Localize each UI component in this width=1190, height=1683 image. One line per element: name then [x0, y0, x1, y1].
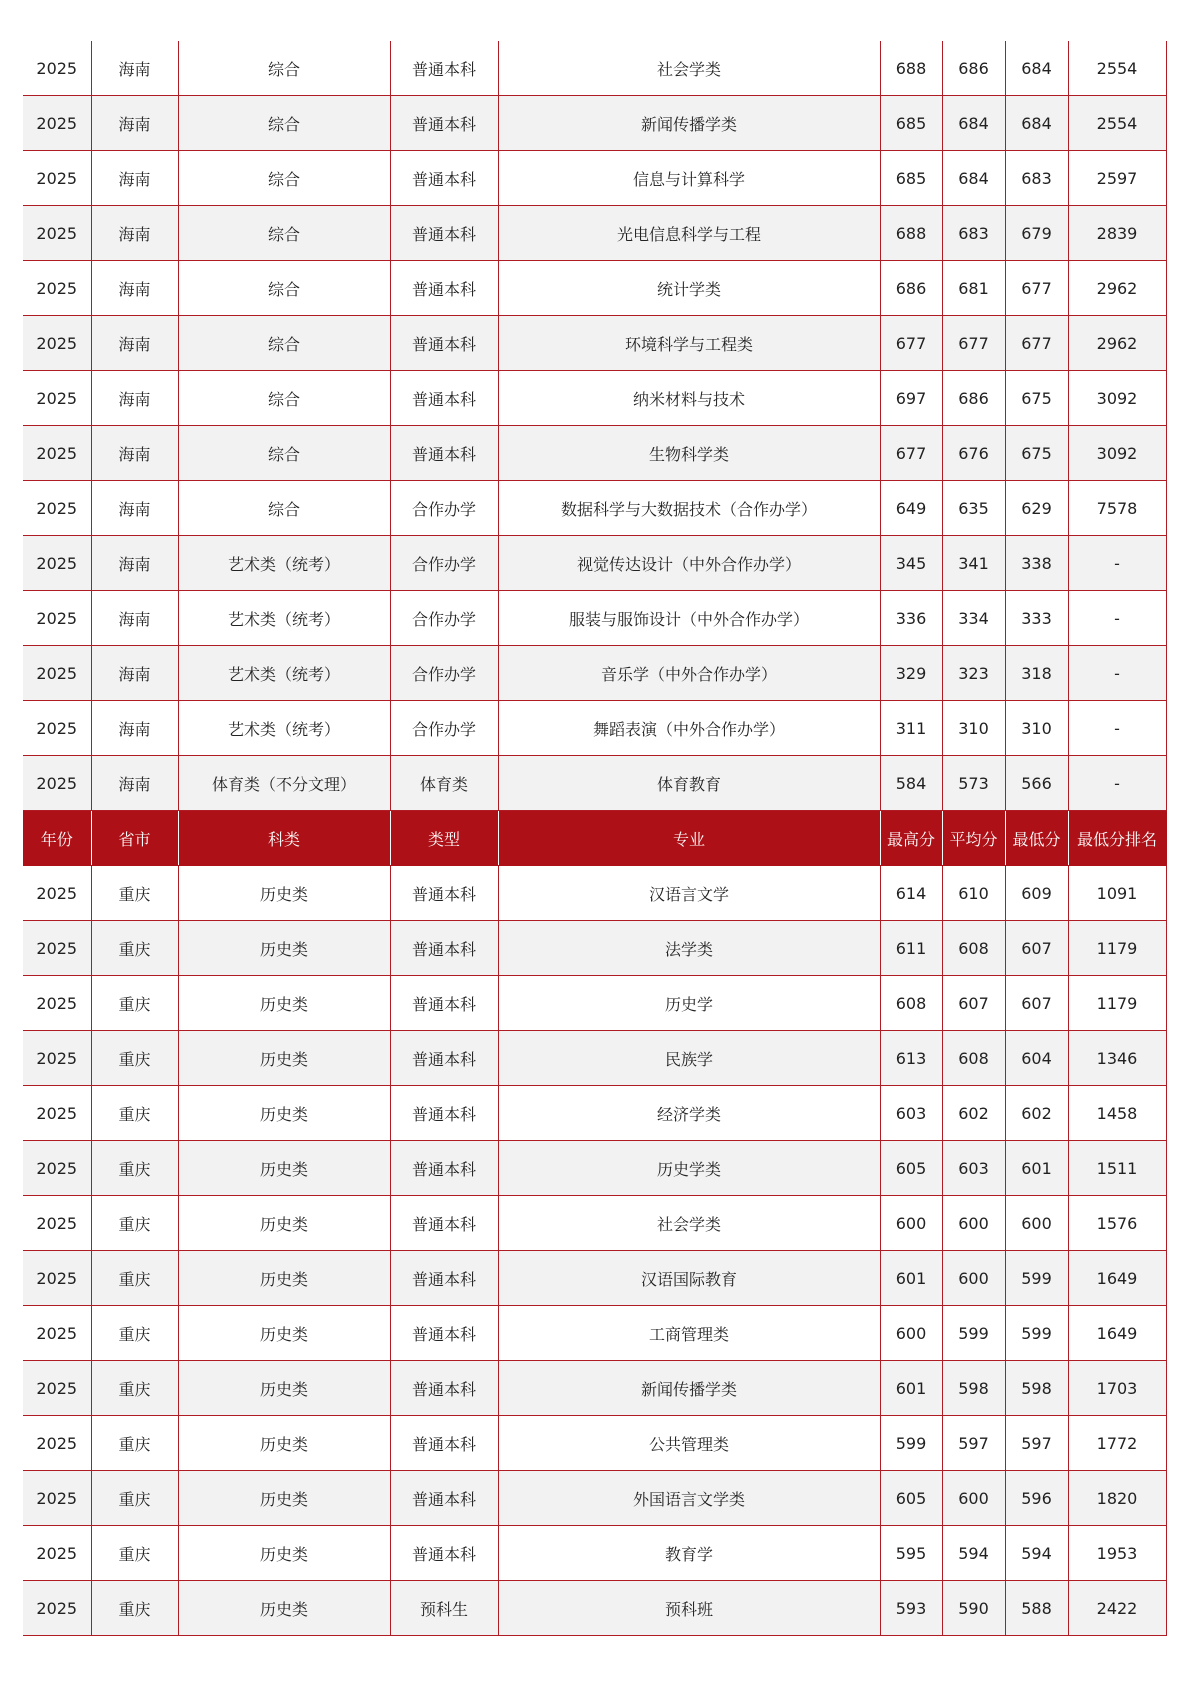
column-header: 平均分	[942, 811, 1005, 866]
year-cell: 2025	[23, 866, 91, 921]
program-type-cell: 普通本科	[390, 206, 498, 261]
min-rank-cell: -	[1068, 591, 1166, 646]
year-cell: 2025	[23, 1361, 91, 1416]
max-score-cell: 603	[880, 1086, 942, 1141]
min-rank-cell: 1576	[1068, 1196, 1166, 1251]
column-header: 最低分排名	[1068, 811, 1166, 866]
year-cell: 2025	[23, 1306, 91, 1361]
program-type-cell: 合作办学	[390, 646, 498, 701]
min-rank-cell: 1953	[1068, 1526, 1166, 1581]
program-type-cell: 普通本科	[390, 1471, 498, 1526]
max-score-cell: 686	[880, 261, 942, 316]
min-score-cell: 629	[1005, 481, 1068, 536]
min-rank-cell: 2554	[1068, 41, 1166, 96]
program-type-cell: 普通本科	[390, 151, 498, 206]
major-cell: 工商管理类	[498, 1306, 880, 1361]
table-header-row	[23, 811, 1166, 866]
table-row	[23, 1581, 1166, 1636]
min-rank-cell: 1091	[1068, 866, 1166, 921]
table-row	[23, 316, 1166, 371]
subject-category-cell: 历史类	[178, 1196, 390, 1251]
avg-score-cell: 599	[942, 1306, 1005, 1361]
major-cell: 信息与计算科学	[498, 151, 880, 206]
max-score-cell: 614	[880, 866, 942, 921]
year-cell: 2025	[23, 41, 91, 96]
province-cell: 海南	[91, 701, 178, 756]
table-row	[23, 41, 1166, 96]
max-score-cell: 613	[880, 1031, 942, 1086]
table-row	[23, 756, 1166, 811]
min-rank-cell: 2962	[1068, 261, 1166, 316]
min-score-cell: 683	[1005, 151, 1068, 206]
major-cell: 纳米材料与技术	[498, 371, 880, 426]
min-score-cell: 338	[1005, 536, 1068, 591]
max-score-cell: 649	[880, 481, 942, 536]
province-cell: 重庆	[91, 1471, 178, 1526]
table-row	[23, 976, 1166, 1031]
min-rank-cell: 2962	[1068, 316, 1166, 371]
min-rank-cell: 3092	[1068, 426, 1166, 481]
major-cell: 舞蹈表演（中外合作办学）	[498, 701, 880, 756]
table-row	[23, 206, 1166, 261]
min-rank-cell: 2554	[1068, 96, 1166, 151]
min-score-cell: 598	[1005, 1361, 1068, 1416]
province-cell: 重庆	[91, 1086, 178, 1141]
subject-category-cell: 历史类	[178, 1031, 390, 1086]
max-score-cell: 584	[880, 756, 942, 811]
avg-score-cell: 681	[942, 261, 1005, 316]
program-type-cell: 合作办学	[390, 536, 498, 591]
min-score-cell: 588	[1005, 1581, 1068, 1636]
major-cell: 经济学类	[498, 1086, 880, 1141]
year-cell: 2025	[23, 1251, 91, 1306]
min-rank-cell: 1649	[1068, 1306, 1166, 1361]
year-cell: 2025	[23, 261, 91, 316]
avg-score-cell: 608	[942, 1031, 1005, 1086]
year-cell: 2025	[23, 701, 91, 756]
program-type-cell: 普通本科	[390, 261, 498, 316]
avg-score-cell: 598	[942, 1361, 1005, 1416]
year-cell: 2025	[23, 591, 91, 646]
min-score-cell: 607	[1005, 976, 1068, 1031]
min-rank-cell: -	[1068, 701, 1166, 756]
max-score-cell: 601	[880, 1361, 942, 1416]
avg-score-cell: 334	[942, 591, 1005, 646]
table-row	[23, 1306, 1166, 1361]
min-rank-cell: 1346	[1068, 1031, 1166, 1086]
program-type-cell: 合作办学	[390, 701, 498, 756]
min-score-cell: 318	[1005, 646, 1068, 701]
subject-category-cell: 综合	[178, 481, 390, 536]
avg-score-cell: 686	[942, 41, 1005, 96]
table-row	[23, 261, 1166, 316]
table-row	[23, 1141, 1166, 1196]
major-cell: 汉语国际教育	[498, 1251, 880, 1306]
subject-category-cell: 历史类	[178, 1416, 390, 1471]
province-cell: 海南	[91, 206, 178, 261]
program-type-cell: 合作办学	[390, 481, 498, 536]
year-cell: 2025	[23, 151, 91, 206]
major-cell: 公共管理类	[498, 1416, 880, 1471]
subject-category-cell: 历史类	[178, 976, 390, 1031]
province-cell: 重庆	[91, 1251, 178, 1306]
min-rank-cell: 1703	[1068, 1361, 1166, 1416]
min-score-cell: 310	[1005, 701, 1068, 756]
province-cell: 重庆	[91, 1416, 178, 1471]
major-cell: 新闻传播学类	[498, 96, 880, 151]
max-score-cell: 595	[880, 1526, 942, 1581]
avg-score-cell: 323	[942, 646, 1005, 701]
subject-category-cell: 综合	[178, 316, 390, 371]
program-type-cell: 普通本科	[390, 1086, 498, 1141]
province-cell: 重庆	[91, 1526, 178, 1581]
min-rank-cell: -	[1068, 646, 1166, 701]
table-row	[23, 1086, 1166, 1141]
subject-category-cell: 艺术类（统考）	[178, 701, 390, 756]
table-row	[23, 536, 1166, 591]
program-type-cell: 普通本科	[390, 316, 498, 371]
table-row	[23, 1526, 1166, 1581]
min-score-cell: 599	[1005, 1306, 1068, 1361]
major-cell: 统计学类	[498, 261, 880, 316]
avg-score-cell: 590	[942, 1581, 1005, 1636]
admission-scores-table	[23, 41, 1167, 1636]
province-cell: 重庆	[91, 1196, 178, 1251]
min-rank-cell: 2839	[1068, 206, 1166, 261]
max-score-cell: 311	[880, 701, 942, 756]
avg-score-cell: 610	[942, 866, 1005, 921]
program-type-cell: 普通本科	[390, 96, 498, 151]
table-row	[23, 1471, 1166, 1526]
avg-score-cell: 677	[942, 316, 1005, 371]
subject-category-cell: 艺术类（统考）	[178, 646, 390, 701]
table-row	[23, 426, 1166, 481]
province-cell: 海南	[91, 316, 178, 371]
max-score-cell: 685	[880, 151, 942, 206]
max-score-cell: 593	[880, 1581, 942, 1636]
min-rank-cell: 1511	[1068, 1141, 1166, 1196]
year-cell: 2025	[23, 756, 91, 811]
province-cell: 重庆	[91, 976, 178, 1031]
subject-category-cell: 综合	[178, 206, 390, 261]
subject-category-cell: 历史类	[178, 866, 390, 921]
column-header: 年份	[23, 811, 91, 866]
subject-category-cell: 艺术类（统考）	[178, 536, 390, 591]
min-score-cell: 684	[1005, 96, 1068, 151]
province-cell: 海南	[91, 41, 178, 96]
major-cell: 民族学	[498, 1031, 880, 1086]
major-cell: 新闻传播学类	[498, 1361, 880, 1416]
province-cell: 海南	[91, 371, 178, 426]
program-type-cell: 普通本科	[390, 1416, 498, 1471]
subject-category-cell: 综合	[178, 371, 390, 426]
program-type-cell: 普通本科	[390, 866, 498, 921]
province-cell: 海南	[91, 426, 178, 481]
subject-category-cell: 历史类	[178, 1361, 390, 1416]
min-score-cell: 601	[1005, 1141, 1068, 1196]
year-cell: 2025	[23, 481, 91, 536]
province-cell: 重庆	[91, 1141, 178, 1196]
avg-score-cell: 684	[942, 96, 1005, 151]
table-row	[23, 481, 1166, 536]
year-cell: 2025	[23, 1141, 91, 1196]
max-score-cell: 608	[880, 976, 942, 1031]
subject-category-cell: 综合	[178, 96, 390, 151]
max-score-cell: 600	[880, 1306, 942, 1361]
province-cell: 海南	[91, 646, 178, 701]
subject-category-cell: 历史类	[178, 1141, 390, 1196]
min-score-cell: 333	[1005, 591, 1068, 646]
avg-score-cell: 683	[942, 206, 1005, 261]
table-body	[23, 41, 1166, 1636]
table-row	[23, 371, 1166, 426]
program-type-cell: 合作办学	[390, 591, 498, 646]
column-header: 科类	[178, 811, 390, 866]
subject-category-cell: 综合	[178, 261, 390, 316]
min-rank-cell: 1649	[1068, 1251, 1166, 1306]
major-cell: 体育教育	[498, 756, 880, 811]
program-type-cell: 预科生	[390, 1581, 498, 1636]
table-row	[23, 1416, 1166, 1471]
max-score-cell: 329	[880, 646, 942, 701]
major-cell: 视觉传达设计（中外合作办学）	[498, 536, 880, 591]
subject-category-cell: 综合	[178, 41, 390, 96]
province-cell: 重庆	[91, 921, 178, 976]
year-cell: 2025	[23, 316, 91, 371]
major-cell: 服装与服饰设计（中外合作办学）	[498, 591, 880, 646]
subject-category-cell: 历史类	[178, 1471, 390, 1526]
min-rank-cell: 1772	[1068, 1416, 1166, 1471]
program-type-cell: 体育类	[390, 756, 498, 811]
subject-category-cell: 历史类	[178, 1086, 390, 1141]
avg-score-cell: 310	[942, 701, 1005, 756]
subject-category-cell: 历史类	[178, 1306, 390, 1361]
min-rank-cell: 7578	[1068, 481, 1166, 536]
province-cell: 海南	[91, 591, 178, 646]
major-cell: 教育学	[498, 1526, 880, 1581]
major-cell: 汉语言文学	[498, 866, 880, 921]
program-type-cell: 普通本科	[390, 371, 498, 426]
min-rank-cell: -	[1068, 756, 1166, 811]
major-cell: 音乐学（中外合作办学）	[498, 646, 880, 701]
province-cell: 重庆	[91, 1581, 178, 1636]
major-cell: 法学类	[498, 921, 880, 976]
year-cell: 2025	[23, 1526, 91, 1581]
program-type-cell: 普通本科	[390, 1361, 498, 1416]
subject-category-cell: 历史类	[178, 921, 390, 976]
province-cell: 重庆	[91, 1031, 178, 1086]
year-cell: 2025	[23, 976, 91, 1031]
column-header: 类型	[390, 811, 498, 866]
column-header: 最高分	[880, 811, 942, 866]
year-cell: 2025	[23, 536, 91, 591]
min-score-cell: 609	[1005, 866, 1068, 921]
year-cell: 2025	[23, 206, 91, 261]
table-row	[23, 96, 1166, 151]
min-score-cell: 607	[1005, 921, 1068, 976]
province-cell: 海南	[91, 151, 178, 206]
year-cell: 2025	[23, 371, 91, 426]
province-cell: 重庆	[91, 866, 178, 921]
program-type-cell: 普通本科	[390, 1306, 498, 1361]
max-score-cell: 345	[880, 536, 942, 591]
year-cell: 2025	[23, 1031, 91, 1086]
avg-score-cell: 635	[942, 481, 1005, 536]
program-type-cell: 普通本科	[390, 921, 498, 976]
min-rank-cell: -	[1068, 536, 1166, 591]
min-rank-cell: 2422	[1068, 1581, 1166, 1636]
max-score-cell: 697	[880, 371, 942, 426]
min-rank-cell: 1179	[1068, 976, 1166, 1031]
province-cell: 重庆	[91, 1361, 178, 1416]
major-cell: 预科班	[498, 1581, 880, 1636]
max-score-cell: 688	[880, 206, 942, 261]
program-type-cell: 普通本科	[390, 1196, 498, 1251]
max-score-cell: 688	[880, 41, 942, 96]
subject-category-cell: 综合	[178, 426, 390, 481]
column-header: 最低分	[1005, 811, 1068, 866]
year-cell: 2025	[23, 426, 91, 481]
min-score-cell: 677	[1005, 316, 1068, 371]
subject-category-cell: 综合	[178, 151, 390, 206]
table-row	[23, 591, 1166, 646]
max-score-cell: 611	[880, 921, 942, 976]
program-type-cell: 普通本科	[390, 426, 498, 481]
column-header: 省市	[91, 811, 178, 866]
program-type-cell: 普通本科	[390, 1251, 498, 1306]
year-cell: 2025	[23, 96, 91, 151]
program-type-cell: 普通本科	[390, 1031, 498, 1086]
avg-score-cell: 600	[942, 1196, 1005, 1251]
min-score-cell: 599	[1005, 1251, 1068, 1306]
max-score-cell: 600	[880, 1196, 942, 1251]
max-score-cell: 599	[880, 1416, 942, 1471]
program-type-cell: 普通本科	[390, 1526, 498, 1581]
avg-score-cell: 600	[942, 1471, 1005, 1526]
min-rank-cell: 1458	[1068, 1086, 1166, 1141]
min-score-cell: 675	[1005, 371, 1068, 426]
avg-score-cell: 676	[942, 426, 1005, 481]
max-score-cell: 605	[880, 1471, 942, 1526]
avg-score-cell: 603	[942, 1141, 1005, 1196]
max-score-cell: 677	[880, 316, 942, 371]
min-score-cell: 594	[1005, 1526, 1068, 1581]
avg-score-cell: 684	[942, 151, 1005, 206]
table-row	[23, 151, 1166, 206]
year-cell: 2025	[23, 1471, 91, 1526]
min-rank-cell: 3092	[1068, 371, 1166, 426]
subject-category-cell: 历史类	[178, 1526, 390, 1581]
year-cell: 2025	[23, 646, 91, 701]
subject-category-cell: 体育类（不分文理）	[178, 756, 390, 811]
avg-score-cell: 602	[942, 1086, 1005, 1141]
program-type-cell: 普通本科	[390, 1141, 498, 1196]
subject-category-cell: 艺术类（统考）	[178, 591, 390, 646]
min-rank-cell: 1820	[1068, 1471, 1166, 1526]
avg-score-cell: 608	[942, 921, 1005, 976]
year-cell: 2025	[23, 1086, 91, 1141]
major-cell: 社会学类	[498, 41, 880, 96]
major-cell: 环境科学与工程类	[498, 316, 880, 371]
year-cell: 2025	[23, 921, 91, 976]
max-score-cell: 677	[880, 426, 942, 481]
avg-score-cell: 686	[942, 371, 1005, 426]
avg-score-cell: 607	[942, 976, 1005, 1031]
province-cell: 海南	[91, 756, 178, 811]
min-score-cell: 566	[1005, 756, 1068, 811]
min-score-cell: 684	[1005, 41, 1068, 96]
subject-category-cell: 历史类	[178, 1581, 390, 1636]
table-row	[23, 646, 1166, 701]
min-rank-cell: 2597	[1068, 151, 1166, 206]
avg-score-cell: 341	[942, 536, 1005, 591]
max-score-cell: 685	[880, 96, 942, 151]
table-row	[23, 866, 1166, 921]
table-row	[23, 1361, 1166, 1416]
province-cell: 海南	[91, 261, 178, 316]
table-row	[23, 921, 1166, 976]
program-type-cell: 普通本科	[390, 976, 498, 1031]
year-cell: 2025	[23, 1196, 91, 1251]
column-header: 专业	[498, 811, 880, 866]
major-cell: 外国语言文学类	[498, 1471, 880, 1526]
program-type-cell: 普通本科	[390, 41, 498, 96]
major-cell: 光电信息科学与工程	[498, 206, 880, 261]
avg-score-cell: 594	[942, 1526, 1005, 1581]
major-cell: 社会学类	[498, 1196, 880, 1251]
avg-score-cell: 573	[942, 756, 1005, 811]
major-cell: 历史学	[498, 976, 880, 1031]
min-score-cell: 604	[1005, 1031, 1068, 1086]
major-cell: 历史学类	[498, 1141, 880, 1196]
year-cell: 2025	[23, 1416, 91, 1471]
min-score-cell: 600	[1005, 1196, 1068, 1251]
province-cell: 海南	[91, 536, 178, 591]
min-rank-cell: 1179	[1068, 921, 1166, 976]
province-cell: 海南	[91, 481, 178, 536]
table-row	[23, 1031, 1166, 1086]
avg-score-cell: 600	[942, 1251, 1005, 1306]
table-row	[23, 701, 1166, 756]
min-score-cell: 602	[1005, 1086, 1068, 1141]
table-row	[23, 1251, 1166, 1306]
table-row	[23, 1196, 1166, 1251]
max-score-cell: 601	[880, 1251, 942, 1306]
subject-category-cell: 历史类	[178, 1251, 390, 1306]
province-cell: 重庆	[91, 1306, 178, 1361]
major-cell: 生物科学类	[498, 426, 880, 481]
max-score-cell: 336	[880, 591, 942, 646]
min-score-cell: 596	[1005, 1471, 1068, 1526]
avg-score-cell: 597	[942, 1416, 1005, 1471]
min-score-cell: 679	[1005, 206, 1068, 261]
year-cell: 2025	[23, 1581, 91, 1636]
major-cell: 数据科学与大数据技术（合作办学）	[498, 481, 880, 536]
max-score-cell: 605	[880, 1141, 942, 1196]
province-cell: 海南	[91, 96, 178, 151]
min-score-cell: 677	[1005, 261, 1068, 316]
min-score-cell: 675	[1005, 426, 1068, 481]
min-score-cell: 597	[1005, 1416, 1068, 1471]
